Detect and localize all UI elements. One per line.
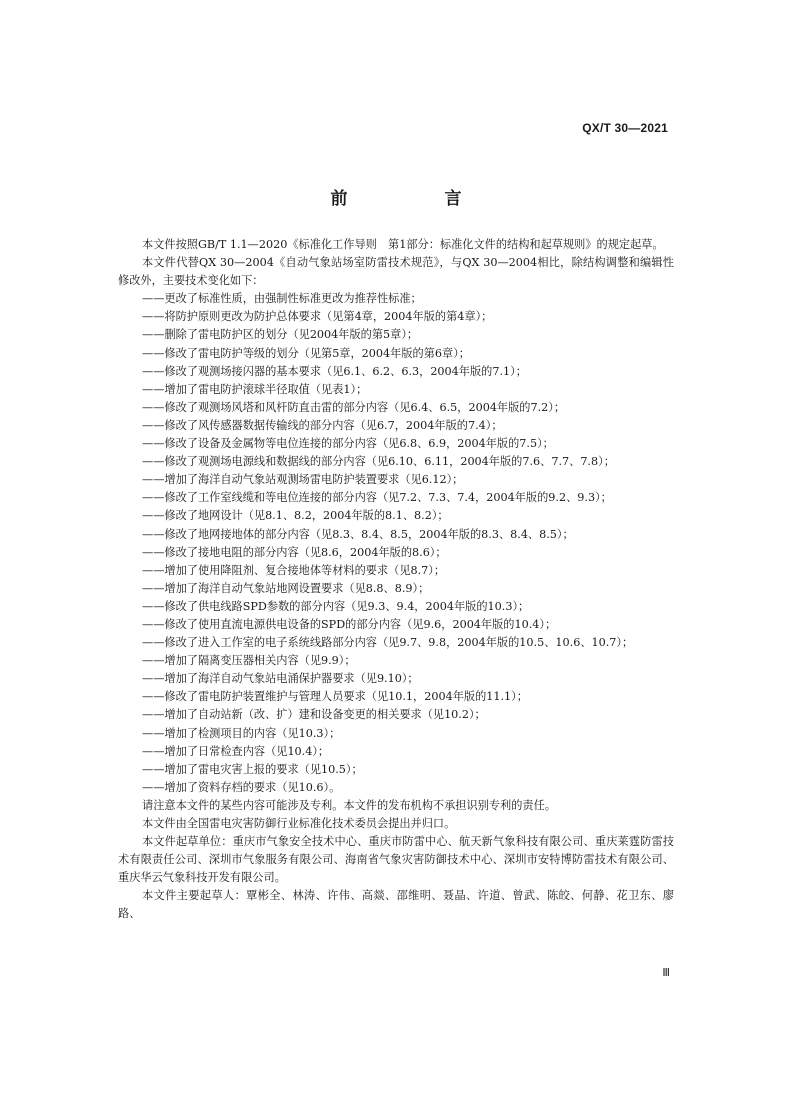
paragraph-patent-notice: 请注意本文件的某些内容可能涉及专利。本文件的发布机构不承担识别专利的责任。 bbox=[142, 798, 556, 812]
paragraph-drafting-rule: 本文件按照GB/T 1.1—2020《标准化工作导则 第1部分：标准化文件的结构和起草规则》的规定起草。 bbox=[142, 238, 664, 251]
list-item: ——修改了供电线路SPD参数的部分内容（见9.3、9.4，2004年版的10.3）； bbox=[142, 599, 530, 613]
list-item: ——增加了使用降阻剂、复合接地体等材料的要求（见8.7）； bbox=[142, 563, 446, 577]
list-item: ——修改了雷电防护装置维护与管理人员要求（见10.1，2004年版的11.1）； bbox=[142, 690, 528, 704]
list-item: ——增加了海洋自动气象站电涌保护器要求（见9.10）； bbox=[142, 672, 419, 686]
list-item: ——删除了雷电防护区的划分（见2004年版的第5章）； bbox=[142, 328, 419, 342]
page-title: 前 言 bbox=[330, 189, 502, 209]
list-item: ——增加了海洋自动气象站观测场雷电防护装置要求（见6.12）； bbox=[142, 473, 464, 487]
document-body bbox=[118, 236, 674, 924]
list-item: ——修改了地网接地体的部分内容（见8.3、8.4、8.5，2004年版的8.3、8.4、8.5）； bbox=[142, 527, 574, 541]
list-item: ——更改了标准性质，由强制性标准更改为推荐性标准； bbox=[142, 292, 422, 306]
list-item: ——增加了日常检查内容（见10.4）； bbox=[142, 744, 330, 758]
list-item: ——修改了使用直流电源供电设备的SPD的部分内容（见9.6，2004年版的10.4）； bbox=[142, 617, 557, 631]
list-item: ——增加了隔离变压器相关内容（见9.9）； bbox=[142, 654, 356, 668]
paragraph-proposer: 本文件由全国雷电灾害防御行业标准化技术委员会提出并归口。 bbox=[142, 817, 456, 830]
list-item: ——修改了地网设计（见8.1、8.2，2004年版的8.1、8.2）； bbox=[142, 509, 449, 523]
paragraph-replacement: 本文件代替QX 30—2004《自动气象站场室防雷技术规范》，与QX 30—2004相比，除结构调整和编辑性修改外，主要技术变化如下： bbox=[118, 256, 674, 288]
list-item: ——增加了雷电防护滚球半径取值（见表1）； bbox=[142, 382, 368, 396]
list-item: ——修改了接地电阻的部分内容（见8.6，2004年版的8.6）； bbox=[142, 545, 447, 559]
list-item: ——增加了检测项目的内容（见10.3）； bbox=[142, 726, 341, 740]
list-item: ——修改了设备及金属物等电位连接的部分内容（见6.8、6.9，2004年版的7.5）； bbox=[142, 437, 554, 451]
list-item: ——增加了雷电灾害上报的要求（见10.5）； bbox=[142, 762, 363, 776]
standard-code: QX/T 30—2021 bbox=[582, 121, 668, 135]
list-item: ——将防护原则更改为防护总体要求（见第4章，2004年版的第4章）； bbox=[142, 310, 493, 324]
list-item: ——修改了观测场电源线和数据线的部分内容（见6.10、6.11，2004年版的7.6、7.7、7.8）； bbox=[142, 455, 615, 469]
list-item: ——增加了海洋自动气象站地网设置要求（见8.8、8.9）； bbox=[142, 581, 430, 595]
list-item: ——修改了进入工作室的电子系统线路部分内容（见9.7、9.8，2004年版的10.5、10.6、10.7）； bbox=[142, 636, 634, 650]
list-item: ——修改了风传感器数据传输线的部分内容（见6.7，2004年版的7.4）； bbox=[142, 418, 503, 432]
list-item: ——修改了工作室线缆和等电位连接的部分内容（见7.2、7.3、7.4，2004年版的9.2、9.3）； bbox=[142, 491, 612, 505]
paragraph-drafting-units: 本文件起草单位：重庆市气象安全技术中心、重庆市防雷中心、航天新气象科技有限公司、重庆莱霆防雷技术有限责任公司、深圳市气象服务有限公司、海南省气象灾害防御技术中心、深圳市安特博防雷技术有限公司、重庆华云气象科技开发有限公司。 bbox=[118, 835, 674, 885]
list-item: ——修改了雷电防护等级的划分（见第5章，2004年版的第6章）； bbox=[142, 346, 470, 360]
list-item: ——增加了资料存档的要求（见10.6）。 bbox=[142, 780, 341, 794]
page-number: Ⅲ bbox=[662, 967, 670, 979]
list-item: ——修改了观测场接闪器的基本要求（见6.1、6.2、6.3，2004年版的7.1）； bbox=[142, 364, 527, 378]
paragraph-drafters: 本文件主要起草人：覃彬全、林涛、许伟、高燚、邵维明、聂晶、许道、曾武、陈皎、何静、花卫东、廖路、 bbox=[118, 889, 674, 921]
list-item: ——增加了自动站新（改、扩）建和设备变更的相关要求（见10.2）； bbox=[142, 708, 486, 722]
changes-list bbox=[118, 290, 674, 797]
list-item: ——修改了观测场风塔和风杆防直击雷的部分内容（见6.4、6.5，2004年版的7.2）； bbox=[142, 400, 566, 414]
